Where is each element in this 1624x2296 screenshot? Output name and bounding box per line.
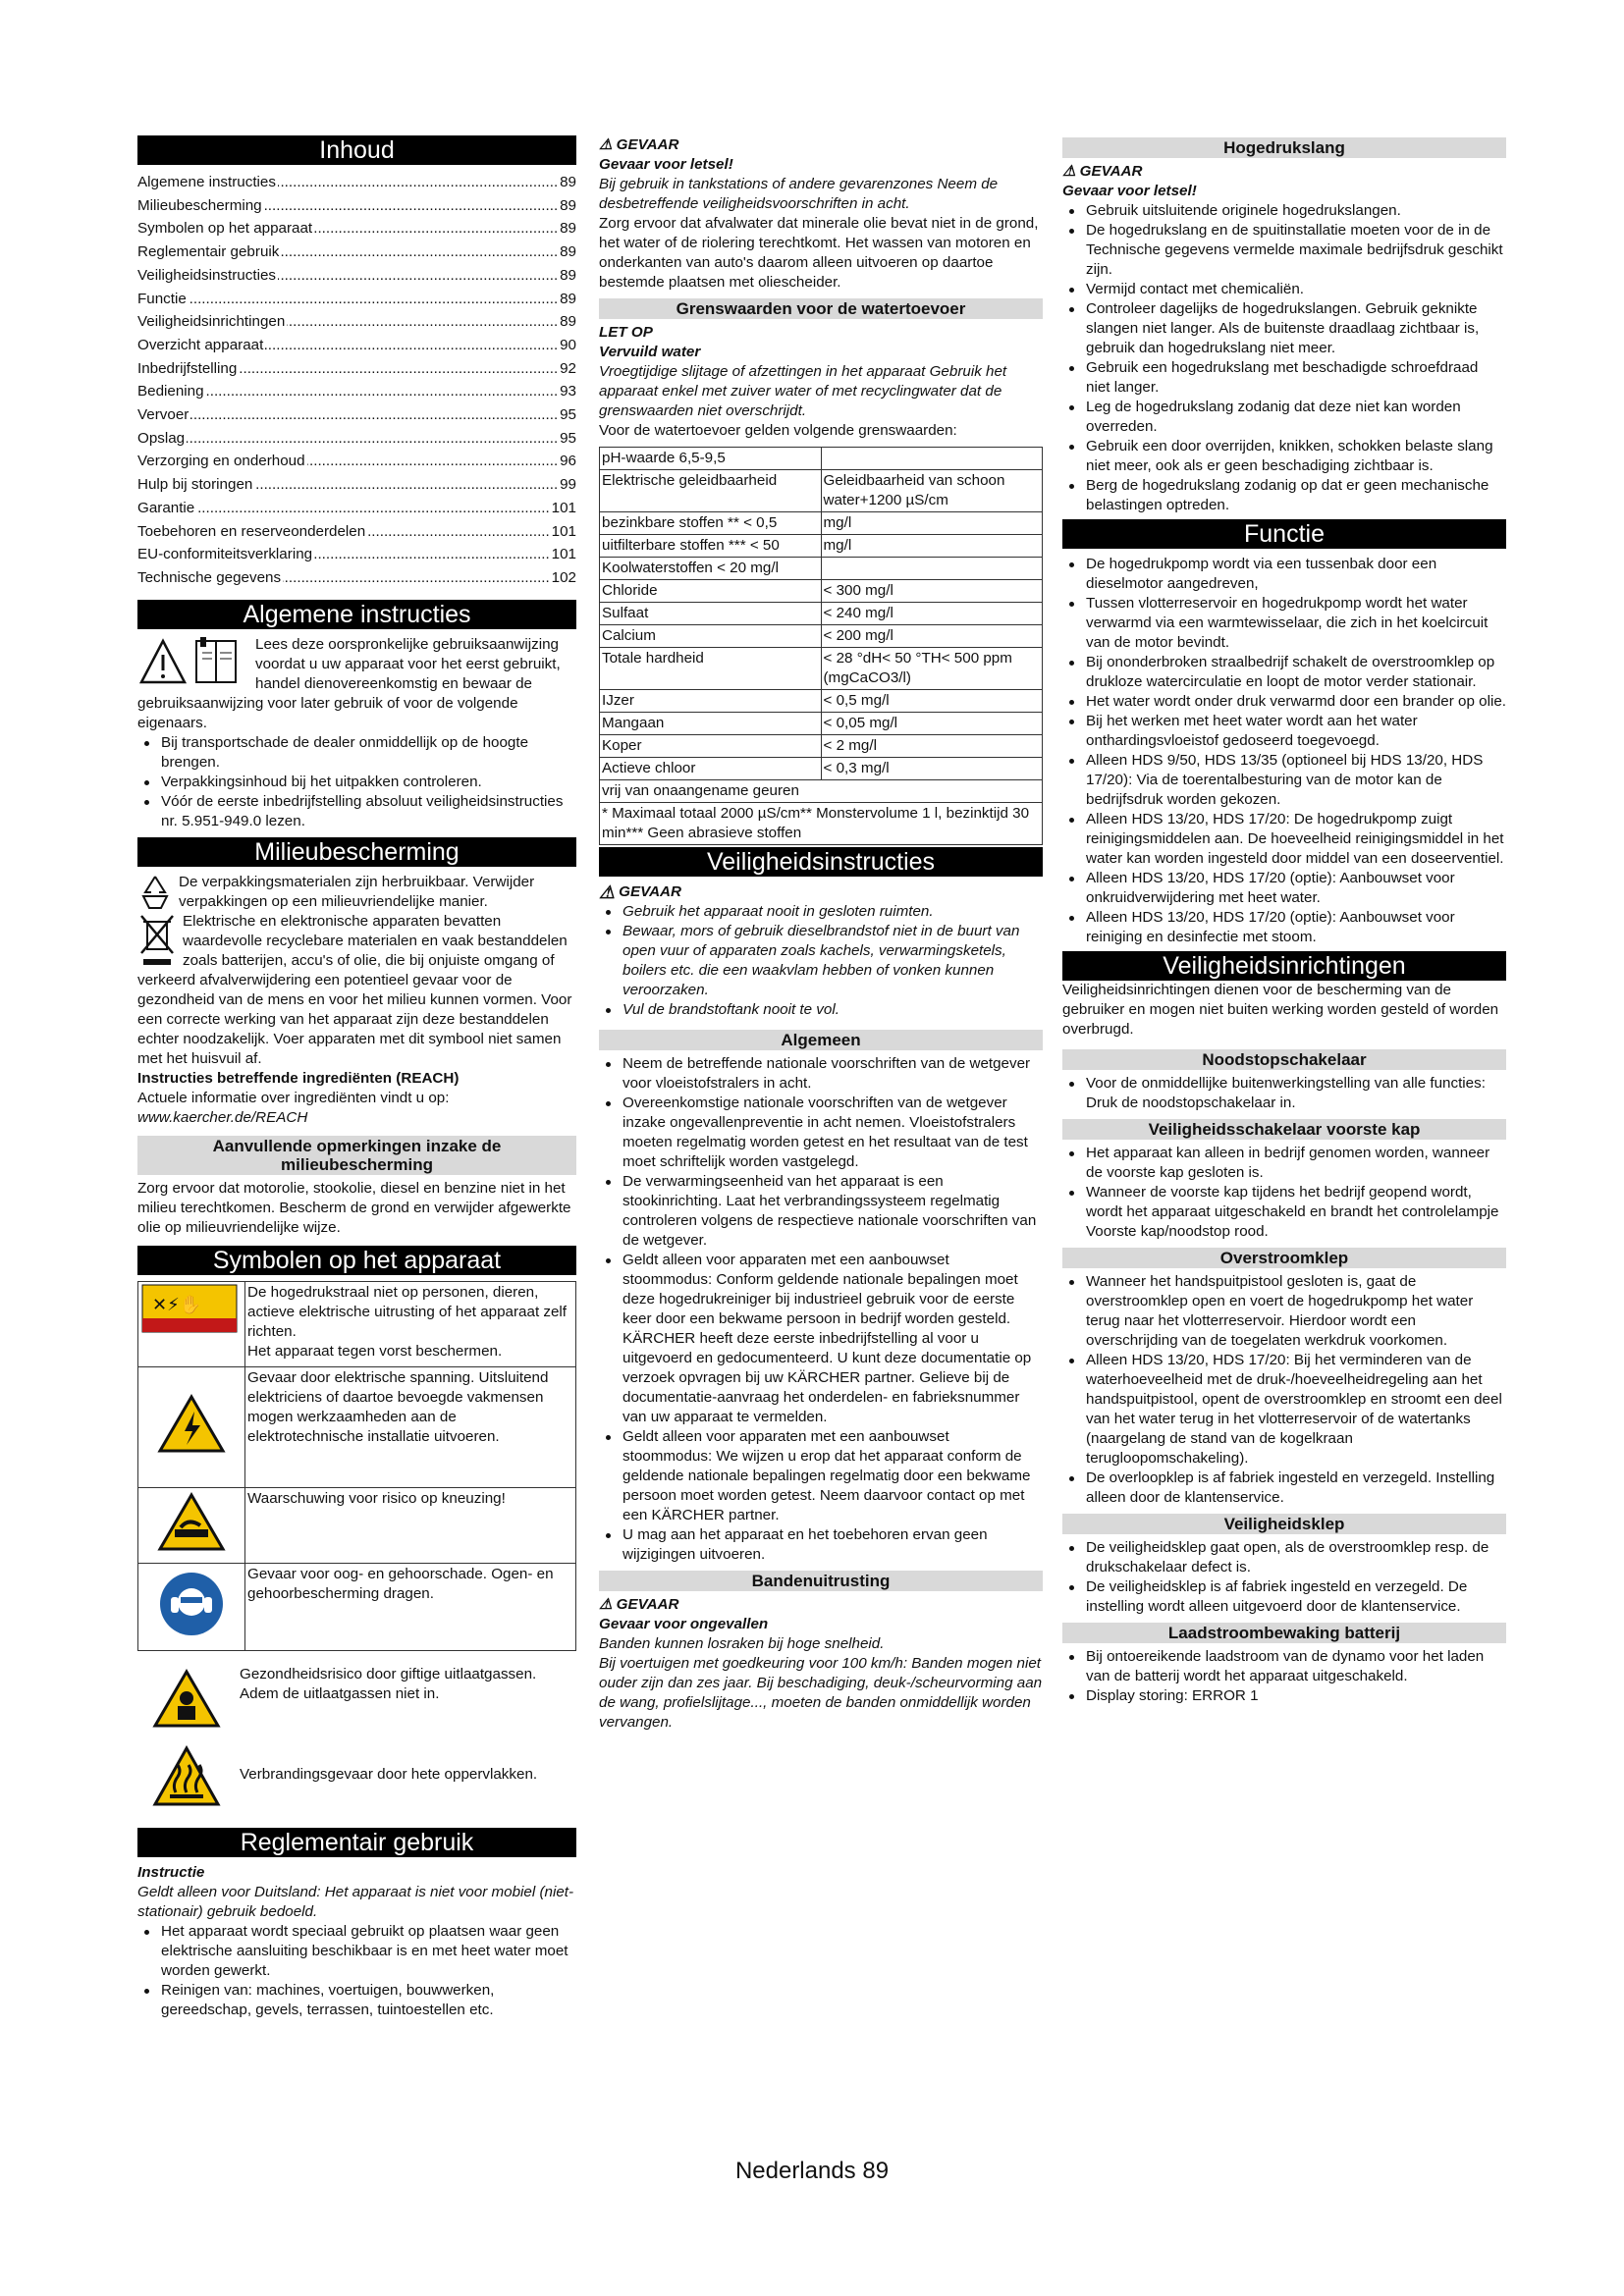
table-cell: < 0,3 mg/l bbox=[821, 758, 1043, 780]
list-item: Gebruik het apparaat nooit in gesloten ruimten. bbox=[599, 902, 1043, 922]
electric-hazard-icon bbox=[138, 1366, 245, 1487]
list-item: Display storing: ERROR 1 bbox=[1062, 1686, 1506, 1706]
function-bullets bbox=[1062, 555, 1506, 947]
table-cell: Geleidbaarheid van schoon water+1200 µS/cm bbox=[821, 470, 1043, 512]
toc-entry[interactable] bbox=[137, 497, 576, 520]
table-cell: Actieve chloor bbox=[600, 758, 822, 780]
list-item: Alleen HDS 13/20, HDS 17/20: De hogedrukpomp zuigt reinigingsmiddelen aan. De hoeveelheid reinigingsmiddel in het water kan worden ingesteld door middel van een doseerventiel. bbox=[1062, 810, 1506, 869]
limits-block bbox=[599, 323, 1043, 441]
list-item: Bij transportschade de dealer onmiddellijk op de hoogte brengen. bbox=[137, 733, 576, 773]
table-cell: * Maximaal totaal 2000 µS/cm** Monstervolume 1 l, bezinktijd 30 min*** Geen abrasieve stoffen bbox=[600, 803, 1043, 845]
safety-danger-bullets bbox=[599, 902, 1043, 1020]
table-cell: Mangaan bbox=[600, 713, 822, 735]
list-item: Bij het werken met heet water wordt aan het water onthardingsvloeistof gedoseerd toegevoegd. bbox=[1062, 712, 1506, 751]
general-intro-text: Lees deze oorspronkelijke gebruiksaanwijzing voordat u uw apparaat voor het eerst gebruikt, handel dienovereenkomstig en bewaar de gebruiksaanwijzing voor later gebruik of voor de volgende eigenaars. bbox=[137, 635, 561, 731]
danger-label-text: GEVAAR bbox=[616, 136, 679, 153]
toc-entry-page: 89 bbox=[560, 243, 576, 261]
toc-entry-page: 96 bbox=[560, 453, 576, 470]
recycle-text: De verpakkingsmaterialen zijn herbruikbaar. Verwijder verpakkingen op een milieuvriendelijke manier. bbox=[179, 873, 535, 910]
toc-entry-page: 92 bbox=[560, 359, 576, 377]
list-item: Verpakkingsinhoud bij het uitpakken controleren. bbox=[137, 773, 576, 792]
table-cell: IJzer bbox=[600, 690, 822, 713]
list-item: De hogedrukslang en de spuitinstallatie moeten voor de in de Technische gegevens vermelde maximale bedrijfsdruk geschikt zijn. bbox=[1062, 221, 1506, 280]
table-row bbox=[600, 470, 1043, 512]
toc-entry-label: Functie bbox=[137, 290, 187, 307]
table-cell bbox=[821, 558, 1043, 580]
recycle-icon bbox=[137, 873, 173, 912]
battery-heading: Laadstroombewaking batterij bbox=[1062, 1623, 1506, 1643]
general-bullets bbox=[137, 733, 576, 831]
hose-heading: Hogedrukslang bbox=[1062, 137, 1506, 158]
hose-bullets bbox=[1062, 201, 1506, 515]
table-cell: uitfilterbare stoffen *** < 50 bbox=[600, 535, 822, 558]
list-item: Gebruik een door overrijden, knikken, schokken belaste slang niet meer, ook als er geen beschadiging zichtbaar is. bbox=[1062, 437, 1506, 476]
table-cell: Calcium bbox=[600, 625, 822, 648]
toxic-gas-icon bbox=[137, 1665, 236, 1745]
general-heading: Algemene instructies bbox=[137, 600, 576, 629]
toc-entry-label: Toebehoren en reserveonderdelen bbox=[137, 522, 366, 540]
toc-entry-label: Garantie bbox=[137, 499, 195, 516]
toc-entry-page: 95 bbox=[560, 406, 576, 424]
hood-heading: Veiligheidsschakelaar voorste kap bbox=[1062, 1119, 1506, 1140]
table-row bbox=[600, 558, 1043, 580]
toc-entry-page: 89 bbox=[560, 266, 576, 284]
table-row bbox=[600, 648, 1043, 690]
symbol-text: Gezondheidsrisico door giftige uitlaatgassen. Adem de uitlaatgassen niet in. bbox=[240, 1665, 537, 1702]
tires-text: Banden kunnen losraken bij hoge snelheid. Bij voertuigen met goedkeuring voor 100 km/h: Banden mogen niet ouder zijn dan zes jaar. Bij beschadiging, deuk-/scheurvorming aan de wang, profielslijtage..., moeten de banden onmiddellijk worden vervangen. bbox=[599, 1635, 1043, 1731]
toc-entry[interactable] bbox=[137, 450, 576, 473]
toc-entry-page: 89 bbox=[560, 220, 576, 238]
toc-entry-label: EU-conformiteitsverklaring bbox=[137, 546, 313, 563]
toc-entry-label: Opslag bbox=[137, 429, 186, 447]
limits-text: Voor de watertoevoer gelden volgende grenswaarden: bbox=[599, 422, 957, 439]
hose-label-text: GEVAAR bbox=[1079, 163, 1143, 180]
toc-entry[interactable] bbox=[137, 473, 576, 497]
table-row bbox=[600, 603, 1043, 625]
relief-bullets bbox=[1062, 1538, 1506, 1617]
table-cell: < 240 mg/l bbox=[821, 603, 1043, 625]
weee-text: Elektrische en elektronische apparaten bevatten waardevolle recyclebare materialen en vaak bestanddelen zoals batterijen, accu's of olie, die bij onjuiste omgang of verkeerd afvalverwijdering een potentieel gevaar voor de gezondheid van de mens en voor het milieu kunnen vormen. Voor een correcte werking van het apparaat zijn deze bestanddelen echter noodzakelijk. Voer apparaten met dit symbool niet samen met het huisvuil af. bbox=[137, 912, 572, 1067]
table-row bbox=[600, 535, 1043, 558]
table-row bbox=[600, 735, 1043, 758]
list-item: De overloopklep is af fabriek ingesteld en verzegeld. Instelling alleen door de klantenservice. bbox=[1062, 1468, 1506, 1508]
toc-entry-label: Vervoer bbox=[137, 406, 189, 424]
table-cell: vrij van onaangename geuren bbox=[600, 780, 1043, 803]
danger-sub: Gevaar voor letsel! bbox=[599, 156, 733, 173]
toc-entry-label: Veiligheidsinrichtingen bbox=[137, 313, 286, 331]
toc-entry[interactable] bbox=[137, 543, 576, 566]
hose-sub: Gevaar voor letsel! bbox=[1062, 183, 1197, 199]
env-block bbox=[137, 873, 576, 1238]
table-cell: < 0,05 mg/l bbox=[821, 713, 1043, 735]
danger-block bbox=[599, 135, 1043, 293]
safety-danger-text: GEVAAR bbox=[619, 883, 681, 900]
limits-note: LET OP bbox=[599, 324, 653, 341]
table-cell: Chloride bbox=[600, 580, 822, 603]
relief-heading: Veiligheidsklep bbox=[1062, 1514, 1506, 1534]
tires-label bbox=[599, 1595, 1043, 1615]
safety-block bbox=[599, 882, 1043, 1020]
table-row bbox=[600, 713, 1043, 735]
usage-heading: Reglementair gebruik bbox=[137, 1828, 576, 1857]
weee-bin-icon bbox=[137, 912, 177, 967]
devices-heading: Veiligheidsinrichtingen bbox=[1062, 951, 1506, 981]
toc-entry-label: Milieubescherming bbox=[137, 196, 262, 214]
page-footer bbox=[0, 2158, 1624, 2185]
hot-surface-icon bbox=[137, 1745, 236, 1822]
toc-entry[interactable] bbox=[137, 427, 576, 451]
limits-note-sub: Vervuild water bbox=[599, 344, 701, 360]
toc-entry-page: 102 bbox=[551, 568, 576, 586]
list-item: De veiligheidsklep is af fabriek ingesteld en verzegeld. De instelling wordt alleen uitgevoerd door de klantenservice. bbox=[1062, 1577, 1506, 1617]
toc-entry-label: Symbolen op het apparaat bbox=[137, 220, 313, 238]
usage-note-label: Instructie bbox=[137, 1863, 205, 1881]
list-item: Overeenkomstige nationale voorschriften van de wetgever inzake ongevallenpreventie in acht nemen. Vloeistofstralers moeten regelmatig worden getest en het resultaat van de test moet schriftelijk worden vastgelegd. bbox=[599, 1094, 1043, 1172]
toc-entry[interactable] bbox=[137, 240, 576, 264]
toc-entry[interactable] bbox=[137, 520, 576, 544]
symbol-extra-row bbox=[137, 1745, 576, 1822]
table-row bbox=[138, 1487, 576, 1563]
tires-heading: Bandenuitrusting bbox=[599, 1571, 1043, 1591]
list-item: Gebruik een hogedrukslang met beschadigde schroefdraad niet langer. bbox=[1062, 358, 1506, 398]
toc-entry[interactable] bbox=[137, 310, 576, 334]
toc-entry-label: Inbedrijfstelling bbox=[137, 359, 238, 377]
devices-intro: Veiligheidsinrichtingen dienen voor de bescherming van de gebruiker en mogen niet buiten werking worden gesteld of worden overbrugd. bbox=[1062, 982, 1499, 1038]
table-row bbox=[600, 512, 1043, 535]
read-manual-icons bbox=[137, 635, 255, 692]
overflow-heading: Overstroomklep bbox=[1062, 1248, 1506, 1268]
footer-language: Nederlands bbox=[734, 2158, 856, 2184]
toc-entry-label: Bediening bbox=[137, 383, 204, 400]
table-cell: < 300 mg/l bbox=[821, 580, 1043, 603]
warning-book-icon bbox=[137, 635, 255, 690]
toc-entry[interactable] bbox=[137, 357, 576, 381]
env-extra-heading: Aanvullende opmerkingen inzake de milieubescherming bbox=[137, 1136, 576, 1175]
table-row bbox=[600, 690, 1043, 713]
toc-entry-page: 89 bbox=[560, 174, 576, 190]
table-cell: < 200 mg/l bbox=[821, 625, 1043, 648]
general-intro-block bbox=[137, 635, 576, 831]
usage-note-text: Geldt alleen voor Duitsland: Het apparaat is niet voor mobiel (niet-stationair) gebruik bedoeld. bbox=[137, 1883, 574, 1920]
table-cell: bezinkbare stoffen ** < 0,5 bbox=[600, 512, 822, 535]
list-item: Wanneer het handspuitpistool gesloten is, gaat de overstroomklep open en voert de hogedrukpomp het water terug naar het vlotterreservoir. Hierdoor wordt een overschrijding van de toegelaten werkdruk voorkomen. bbox=[1062, 1272, 1506, 1351]
table-row bbox=[600, 803, 1043, 845]
list-item: Geldt alleen voor apparaten met een aanbouwset stoommodus: We wijzen u erop dat het apparaat conform de geldende nationale bepalingen regelmatig door een bekwame persoon moet worden getest. Neem daarvoor contact op met een KÄRCHER partner. bbox=[599, 1427, 1043, 1525]
tires-sub: Gevaar voor ongevallen bbox=[599, 1616, 769, 1632]
toc-entry-page: 89 bbox=[560, 290, 576, 307]
toc-entry-label: Technische gegevens bbox=[137, 568, 282, 586]
warning-triangle-icon: ⚠ bbox=[599, 136, 613, 153]
table-row bbox=[138, 1281, 576, 1366]
safety-danger-label bbox=[599, 882, 1043, 902]
danger-italic: Bij gebruik in tankstations of andere gevarenzones Neem de desbetreffende veiligheidsvoorschriften in acht. bbox=[599, 176, 999, 212]
overflow-bullets bbox=[1062, 1272, 1506, 1508]
safety-general-bullets bbox=[599, 1054, 1043, 1565]
reach-title: Instructies betreffende ingrediënten (REACH) bbox=[137, 1069, 460, 1087]
symbol-text: Verbrandingsgevaar door hete oppervlakken. bbox=[240, 1765, 538, 1783]
toc-entry-page: 99 bbox=[560, 476, 576, 494]
table-cell: Koper bbox=[600, 735, 822, 758]
list-item: Geldt alleen voor apparaten met een aanbouwset stoommodus: Conform geldende nationale bepalingen moet deze hogedrukreiniger bij industrieel gebruik voor de eerste keer door een bekwame persoon in bedrijf worden gesteld. KÄRCHER heeft deze eerste inbedrijfstelling al voor u uitgevoerd en gedocumenteerd. U kunt deze documentatie op verzoek opvragen bij uw KÄRCHER partner. Gelieve bij de documentatie-aanvraag het onderdelen- en fabrieksnummer van uw apparaat te vermelden. bbox=[599, 1251, 1043, 1427]
tires-label-text: GEVAAR bbox=[616, 1596, 679, 1613]
toc-entry-label: Algemene instructies bbox=[137, 174, 276, 190]
toc-entry[interactable] bbox=[137, 334, 576, 357]
symbols-heading: Symbolen op het apparaat bbox=[137, 1246, 576, 1275]
general-safety-heading: Algemeen bbox=[599, 1030, 1043, 1050]
usage-bullets bbox=[137, 1922, 576, 2020]
table-row bbox=[600, 625, 1043, 648]
limits-table bbox=[599, 447, 1043, 845]
list-item: Tussen vlotterreservoir en hogedrukpomp wordt het water verwarmd via een warmtewisselaar, die zich in het koelcircuit van de motor bevindt. bbox=[1062, 594, 1506, 653]
list-item: Berg de hogedrukslang zodanig op dat er geen mechanische belastingen optreden. bbox=[1062, 476, 1506, 515]
list-item: De verwarmingseenheid van het apparaat is een stookinrichting. Laat het verbrandingssysteem regelmatig controleren volgens de respectieve nationale voorschriften van de wetgever. bbox=[599, 1172, 1043, 1251]
symbols-table bbox=[137, 1281, 576, 1651]
safety-heading: Veiligheidsinstructies bbox=[599, 847, 1043, 877]
table-row bbox=[600, 580, 1043, 603]
hood-bullets bbox=[1062, 1144, 1506, 1242]
toc-entry-page: 93 bbox=[560, 383, 576, 400]
table-row bbox=[138, 1563, 576, 1650]
estop-heading: Noodstopschakelaar bbox=[1062, 1049, 1506, 1070]
list-item: Controleer dagelijks de hogedrukslangen. Gebruik geknikte slangen niet langer. Als de buitenste draadlaag zichtbaar is, gebruik dan hogedrukslang niet meer. bbox=[1062, 299, 1506, 358]
reach-text: Actuele informatie over ingrediënten vindt u op: bbox=[137, 1089, 450, 1106]
list-item: Alleen HDS 13/20, HDS 17/20 (optie): Aanbouwset voor onkruidverwijdering met heet water. bbox=[1062, 869, 1506, 908]
toc-entry[interactable] bbox=[137, 264, 576, 288]
table-cell: Sulfaat bbox=[600, 603, 822, 625]
list-item: Reinigen van: machines, voertuigen, bouwwerken, gereedschap, gevels, terrassen, tuintoestellen etc. bbox=[137, 1981, 576, 2020]
list-item: Vermijd contact met chemicaliën. bbox=[1062, 280, 1506, 299]
table-cell: mg/l bbox=[821, 512, 1043, 535]
hose-block bbox=[1062, 162, 1506, 515]
column-middle bbox=[599, 135, 1043, 1733]
toc-entry-page: 101 bbox=[551, 522, 576, 540]
symbol-text: Gevaar voor oog- en gehoorschade. Ogen- en gehoorbescherming dragen. bbox=[245, 1563, 576, 1650]
list-item: Wanneer de voorste kap tijdens het bedrijf geopend wordt, wordt het apparaat uitgeschakeld en brandt het controlelampje Voorste kap/noodstop rood. bbox=[1062, 1183, 1506, 1242]
table-row bbox=[600, 758, 1043, 780]
list-item: Vóór de eerste inbedrijfstelling absoluut veiligheidsinstructies nr. 5.951-949.0 lezen. bbox=[137, 792, 576, 831]
danger-label bbox=[599, 135, 1043, 155]
warning-triangle-icon: ⚠ bbox=[599, 1596, 613, 1613]
toc-entry-page: 89 bbox=[560, 313, 576, 331]
list-item: De hogedrukpomp wordt via een tussenbak door een dieselmotor aangedreven, bbox=[1062, 555, 1506, 594]
list-item: Alleen HDS 9/50, HDS 13/35 (optioneel bij HDS 13/20, HDS 17/20): Via de toerentalbesturing van de motor kan de bedrijfsdruk worden gekozen. bbox=[1062, 751, 1506, 810]
toc-entry-page: 101 bbox=[551, 546, 576, 563]
warning-triangle-icon: ⚠ bbox=[1062, 163, 1076, 180]
toc-entry[interactable] bbox=[137, 288, 576, 311]
table-row bbox=[600, 448, 1043, 470]
toc-entry-label: Overzicht apparaat bbox=[137, 336, 264, 353]
toc-entry-page: 89 bbox=[560, 196, 576, 214]
table-of-contents bbox=[137, 171, 576, 590]
table-cell: Totale hardheid bbox=[600, 648, 822, 690]
table-cell: < 2 mg/l bbox=[821, 735, 1043, 758]
symbol-text: Gevaar door elektrische spanning. Uitsluitend elektriciens of daartoe bevoegde vakmensen mogen werkzaamheden aan de elektrotechnische installatie uitvoeren. bbox=[245, 1366, 576, 1487]
list-item: Bij ontoereikende laadstroom van de dynamo voor het laden van de batterij wordt het apparaat uitgeschakeld. bbox=[1062, 1647, 1506, 1686]
toc-heading: Inhoud bbox=[137, 135, 576, 165]
table-cell: Koolwaterstoffen < 20 mg/l bbox=[600, 558, 822, 580]
toc-entry-page: 90 bbox=[560, 336, 576, 353]
column-left bbox=[137, 135, 576, 2020]
toc-entry-page: 95 bbox=[560, 429, 576, 447]
table-cell: < 0,5 mg/l bbox=[821, 690, 1043, 713]
env-extra-text: Zorg ervoor dat motorolie, stookolie, diesel en benzine niet in het milieu terechtkomen. Bescherm de grond en verwijder afgewerkte olie op milieuvriendelijke wijze. bbox=[137, 1179, 571, 1236]
warning-triangle-icon: ⚠ bbox=[599, 882, 616, 902]
limits-heading: Grenswaarden voor de watertoevoer bbox=[599, 298, 1043, 319]
toc-entry-label: Hulp bij storingen bbox=[137, 476, 253, 494]
column-right bbox=[1062, 135, 1506, 1706]
footer-page-number: 89 bbox=[862, 2158, 890, 2184]
table-cell bbox=[821, 448, 1043, 470]
ear-eye-protection-icon bbox=[138, 1563, 245, 1650]
toc-entry-page: 101 bbox=[551, 499, 576, 516]
toc-entry-label: Reglementair gebruik bbox=[137, 243, 280, 261]
list-item: Leg de hogedrukslang zodanig dat deze niet kan worden overreden. bbox=[1062, 398, 1506, 437]
toc-entry[interactable] bbox=[137, 171, 576, 194]
function-heading: Functie bbox=[1062, 519, 1506, 549]
toc-entry[interactable] bbox=[137, 217, 576, 240]
list-item: Het water wordt onder druk verwarmd door een brander op olie. bbox=[1062, 692, 1506, 712]
symbol-text: Waarschuwing voor risico op kneuzing! bbox=[245, 1487, 576, 1563]
symbol-text: De hogedrukstraal niet op personen, dieren, actieve elektrische uitrusting of het apparaat zelf richten. Het apparaat tegen vorst beschermen. bbox=[245, 1281, 576, 1366]
list-item: U mag aan het apparaat en het toebehoren ervan geen wijzigingen uitvoeren. bbox=[599, 1525, 1043, 1565]
list-item: De veiligheidsklep gaat open, als de overstroomklep resp. de drukschakelaar defect is. bbox=[1062, 1538, 1506, 1577]
table-cell: < 28 °dH< 50 °TH< 500 ppm (mgCaCO3/l) bbox=[821, 648, 1043, 690]
battery-bullets bbox=[1062, 1647, 1506, 1706]
toc-entry-label: Veiligheidsinstructies bbox=[137, 266, 276, 284]
table-cell: mg/l bbox=[821, 535, 1043, 558]
table-cell: Elektrische geleidbaarheid bbox=[600, 470, 822, 512]
toc-entry[interactable] bbox=[137, 566, 576, 590]
list-item: Bij ononderbroken straalbedrijf schakelt de overstroomklep op drukloze watercirculatie en loopt de motor verder stationair. bbox=[1062, 653, 1506, 692]
usage-block bbox=[137, 1863, 576, 2020]
crush-hazard-icon bbox=[138, 1487, 245, 1563]
table-row bbox=[600, 780, 1043, 803]
symbols-extra bbox=[137, 1665, 576, 1822]
list-item: Gebruik uitsluitende originele hogedrukslangen. bbox=[1062, 201, 1506, 221]
list-item: Bewaar, mors of gebruik dieselbrandstof niet in de buurt van open vuur of apparaten zoals kachels, verwarmingsketels, boilers etc. die een waakvlam hebben of vonken kunnen veroorzaken. bbox=[599, 922, 1043, 1000]
list-item: Vul de brandstoftank nooit te vol. bbox=[599, 1000, 1043, 1020]
hose-label bbox=[1062, 162, 1506, 182]
list-item: Voor de onmiddellijke buitenwerkingstelling van alle functies: Druk de noodstopschakelaar in. bbox=[1062, 1074, 1506, 1113]
table-row bbox=[138, 1366, 576, 1487]
toc-entry[interactable] bbox=[137, 403, 576, 427]
list-item: Het apparaat kan alleen in bedrijf genomen worden, wanneer de voorste kap gesloten is. bbox=[1062, 1144, 1506, 1183]
list-item: Alleen HDS 13/20, HDS 17/20: Bij het verminderen van de waterhoeveelheid met de druk-/hoeveelheidregeling aan het handspuitpistool, opent de overstroomklep en stroomt een deel van het water terug in het vlotterreservoir of de watertanks (naargelang de stand van de kogelkraan terugloopomschakeling). bbox=[1062, 1351, 1506, 1468]
list-item: Het apparaat wordt speciaal gebruikt op plaatsen waar geen elektrische aansluiting beschikbaar is en met heet water moet worden gewerkt. bbox=[137, 1922, 576, 1981]
env-heading: Milieubescherming bbox=[137, 837, 576, 867]
symbol-extra-row bbox=[137, 1665, 576, 1745]
toc-entry[interactable] bbox=[137, 380, 576, 403]
danger-text: Zorg ervoor dat afvalwater dat minerale olie bevat niet in de grond, het water of de riolering terechtkomt. Het wassen van motoren en onderkanten van auto's daarom alleen uitvoeren op daartoe bestemde plaatsen met oliescheider. bbox=[599, 215, 1039, 291]
estop-bullets bbox=[1062, 1074, 1506, 1113]
limits-italic: Vroegtijdige slijtage of afzettingen in het apparaat Gebruik het apparaat enkel met zuiver water of met recyclingwater dat de grenswaarden niet overschrijdt. bbox=[599, 363, 1007, 419]
svg-text:✕⚡✋: ✕⚡✋ bbox=[152, 1294, 202, 1315]
list-item: Alleen HDS 13/20, HDS 17/20 (optie): Aanbouwset voor reiniging en desinfectie met stoom. bbox=[1062, 908, 1506, 947]
reach-url: www.kaercher.de/REACH bbox=[137, 1108, 308, 1126]
tires-block bbox=[599, 1595, 1043, 1733]
table-cell: pH-waarde 6,5-9,5 bbox=[600, 448, 822, 470]
list-item: Neem de betreffende nationale voorschriften van de wetgever voor vloeistofstralers in acht. bbox=[599, 1054, 1043, 1094]
jet-warning-label-icon bbox=[138, 1281, 245, 1366]
toc-entry-label: Verzorging en onderhoud bbox=[137, 453, 305, 470]
toc-entry[interactable] bbox=[137, 194, 576, 218]
